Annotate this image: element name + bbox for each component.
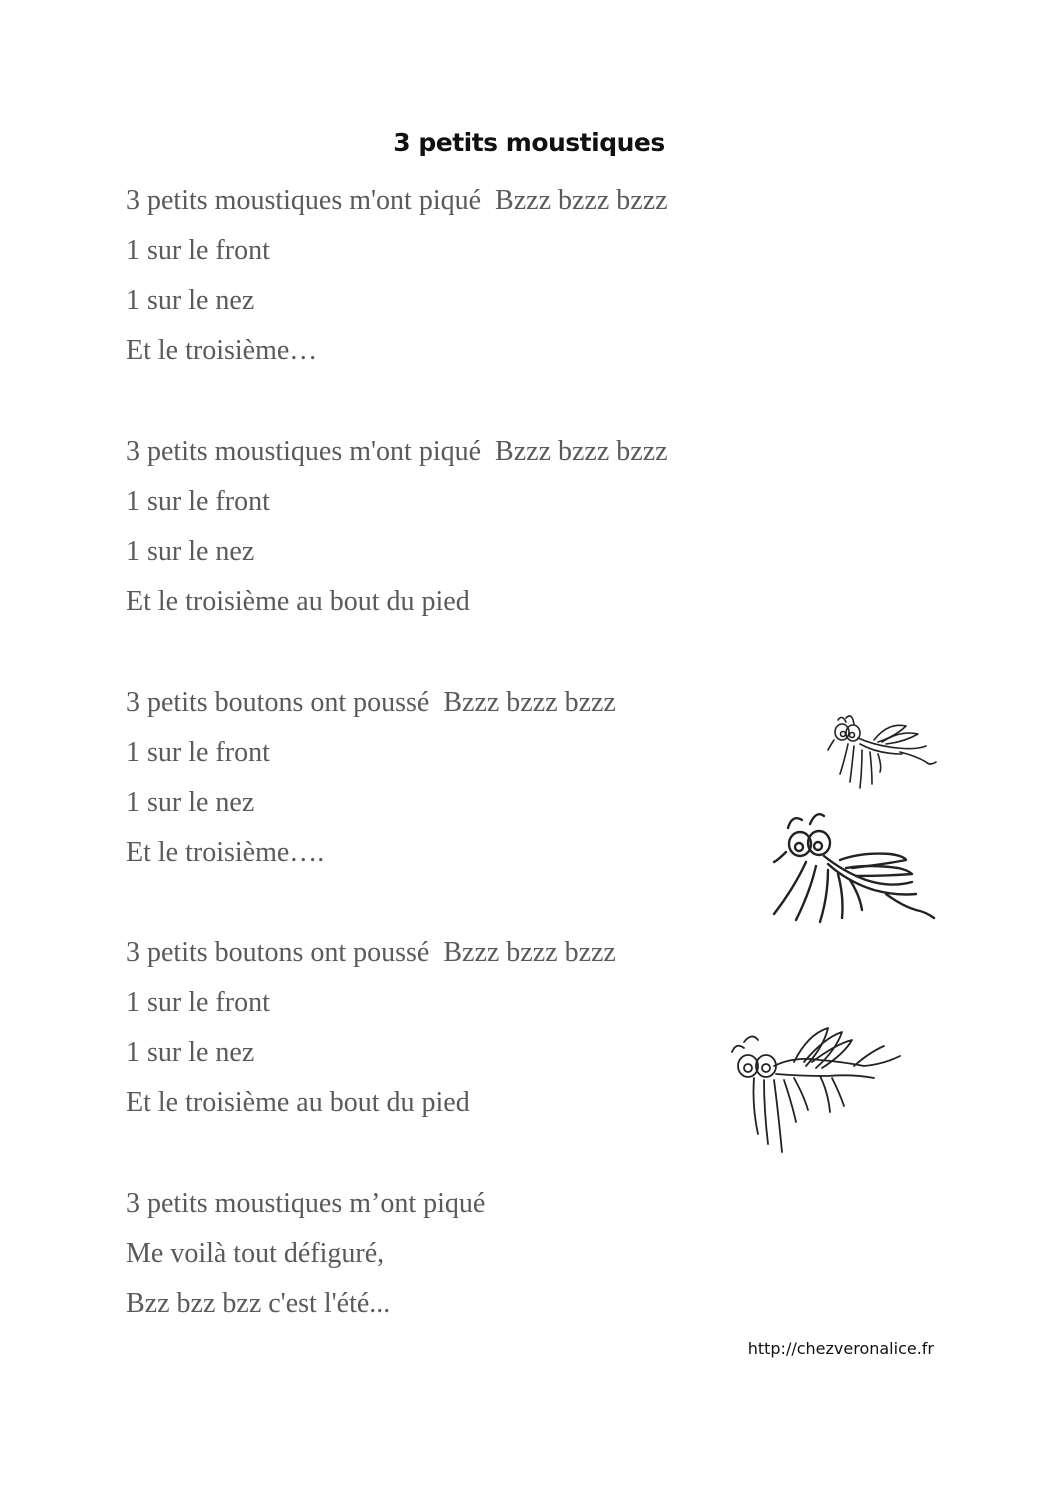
mosquito-drawing-small [826,712,938,798]
verse-3 [126,678,616,878]
verse-line: 1 sur le nez [126,787,255,818]
footer-url: http://chezveronalice.fr [747,1339,934,1358]
verse-line: 1 sur le front [126,235,270,266]
verse-line: 3 petits moustiques m’ont piqué [126,1188,486,1219]
verse-5 [126,1179,485,1329]
verse-line: 1 sur le front [126,486,270,517]
verse-line: Et le troisième au bout du pied [126,586,470,617]
verse-line: Bzz bzz bzz c'est l'été... [126,1288,391,1319]
verse-line: 1 sur le nez [126,536,255,567]
verse-line: 1 sur le front [126,737,270,768]
verse-line: 3 petits moustiques m'ont piqué Bzzz bzzz bzzz [126,436,668,467]
mosquito-drawing-flying [724,1026,908,1160]
verse-line: 3 petits boutons ont poussé Bzzz bzzz bzzz [126,937,616,968]
verse-line: 1 sur le nez [126,285,255,316]
verse-line: 1 sur le nez [126,1037,255,1068]
verse-line: Et le troisième…. [126,837,325,868]
verse-1 [126,176,668,376]
verse-line: 3 petits boutons ont poussé Bzzz bzzz bzzz [126,687,616,718]
verse-line: 3 petits moustiques m'ont piqué Bzzz bzzz bzzz [126,185,668,216]
verse-line: 1 sur le front [126,987,270,1018]
verse-line: Et le troisième au bout du pied [126,1087,470,1118]
mosquito-drawing-large [766,810,938,926]
verse-2 [126,427,668,627]
verse-line: Et le troisième… [126,335,318,366]
page-title: 3 petits moustiques [393,128,665,157]
verse-line: Me voilà tout défiguré, [126,1238,385,1269]
verse-4 [126,928,616,1128]
